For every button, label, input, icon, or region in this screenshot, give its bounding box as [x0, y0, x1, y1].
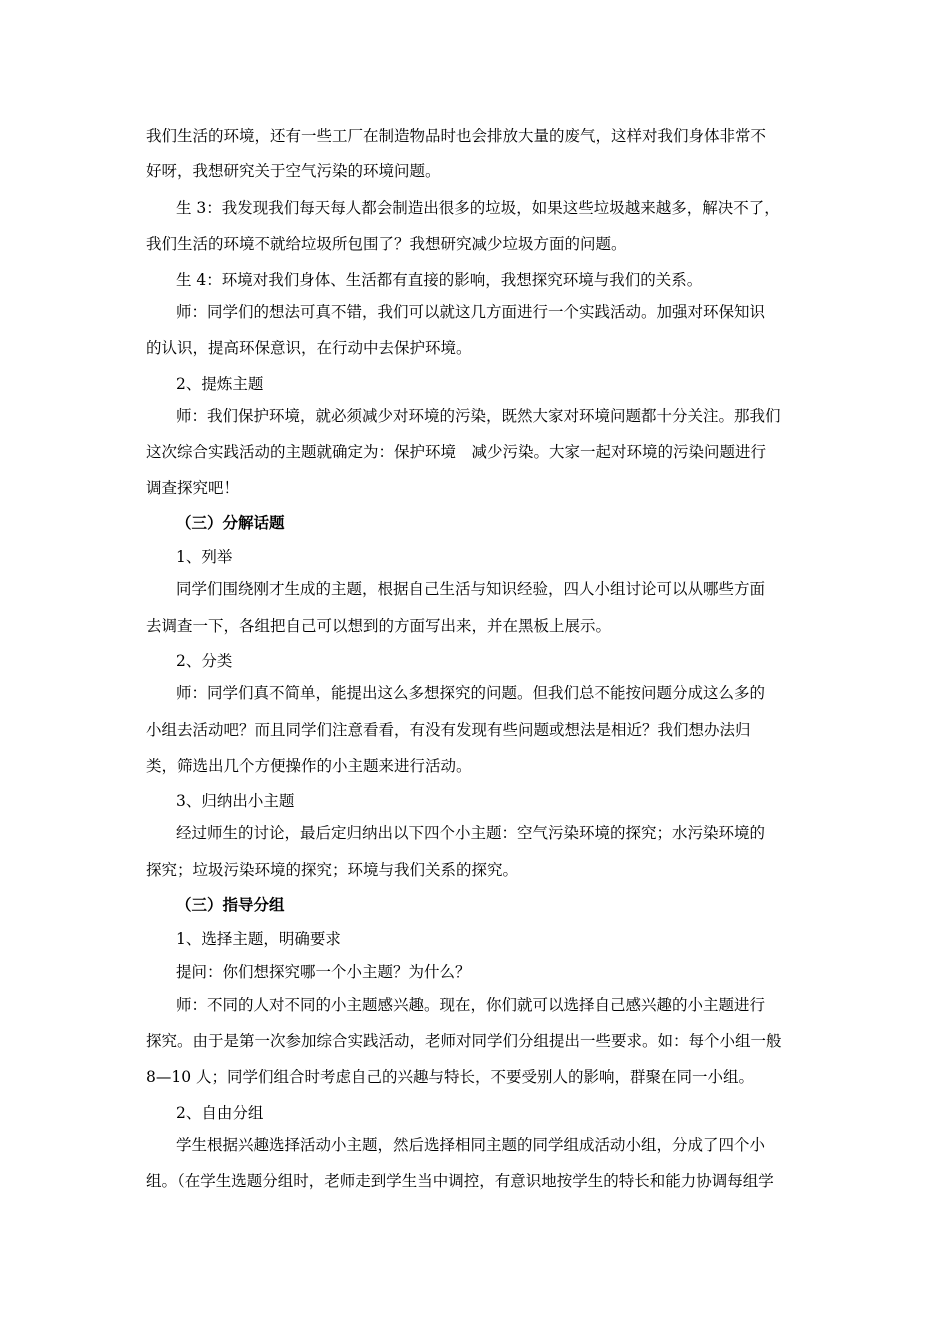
paragraph-line: 探究。由于是第一次参加综合实践活动，老师对同学们分组提出一些要求。如：每个小组一般	[146, 1032, 782, 1050]
paragraph-line: 学生根据兴趣选择活动小主题，然后选择相同主题的同学组成活动小组，分成了四个小	[176, 1136, 766, 1154]
paragraph-line: 去调查一下，各组把自己可以想到的方面写出来，并在黑板上展示。	[146, 617, 612, 635]
paragraph-line: 小组去活动吧？而且同学们注意看看，有没有发现有些问题或想法是相近？我们想办法归	[146, 721, 751, 739]
paragraph-line: 生 3：我发现我们每天每人都会制造出很多的垃圾，如果这些垃圾越来越多，解决不了，	[176, 199, 780, 217]
paragraph-line: 调查探究吧！	[146, 479, 240, 497]
paragraph-line: 的认识，提高环保意识，在行动中去保护环境。	[146, 339, 472, 357]
paragraph-line: 经过师生的讨论，最后定归纳出以下四个小主题：空气污染环境的探究；水污染环境的	[176, 824, 766, 842]
paragraph-line: 师：同学们的想法可真不错，我们可以就这几方面进行一个实践活动。加强对环保知识	[176, 303, 766, 321]
paragraph-line: 生 4：环境对我们身体、生活都有直接的影响，我想探究环境与我们的关系。	[176, 271, 703, 289]
paragraph-line: 探究；垃圾污染环境的探究；环境与我们关系的探究。	[146, 861, 519, 879]
paragraph-line: 师：不同的人对不同的小主题感兴趣。现在，你们就可以选择自己感兴趣的小主题进行	[176, 996, 766, 1014]
subheading-line: 2、自由分组	[176, 1104, 264, 1122]
paragraph-line: 这次综合实践活动的主题就确定为：保护环境 减少污染。大家一起对环境的污染问题进行	[146, 443, 767, 461]
section-heading: （三）指导分组	[176, 895, 285, 914]
paragraph-line: 同学们围绕刚才生成的主题，根据自己生活与知识经验，四人小组讨论可以从哪些方面	[176, 580, 766, 598]
paragraph-line: 组。（在学生选题分组时，老师走到学生当中调控，有意识地按学生的特长和能力协调每组学	[146, 1172, 774, 1190]
paragraph-line: 8—10 人；同学们组合时考虑自己的兴趣与特长，不要受别人的影响，群聚在同一小组。	[146, 1068, 755, 1086]
paragraph-line: 师：同学们真不简单，能提出这么多想探究的问题。但我们总不能按问题分成这么多的	[176, 684, 766, 702]
subheading-line: 2、分类	[176, 652, 233, 670]
subheading-line: 2、提炼主题	[176, 375, 264, 393]
paragraph-line: 我们生活的环境不就给垃圾所包围了？我想研究减少垃圾方面的问题。	[146, 235, 627, 253]
subheading-line: 1、选择主题，明确要求	[176, 930, 341, 948]
subheading-line: 3、归纳出小主题	[176, 792, 295, 810]
section-heading: （三）分解话题	[176, 513, 285, 532]
paragraph-line: 我们生活的环境，还有一些工厂在制造物品时也会排放大量的废气，这样对我们身体非常不	[146, 127, 767, 145]
paragraph-line: 提问：你们想探究哪一个小主题？为什么？	[176, 963, 471, 981]
subheading-line: 1、列举	[176, 548, 233, 566]
paragraph-line: 好呀，我想研究关于空气污染的环境问题。	[146, 162, 441, 180]
paragraph-line: 类，筛选出几个方便操作的小主题来进行活动。	[146, 757, 472, 775]
paragraph-line: 师：我们保护环境，就必须减少对环境的污染，既然大家对环境问题都十分关注。那我们	[176, 407, 781, 425]
